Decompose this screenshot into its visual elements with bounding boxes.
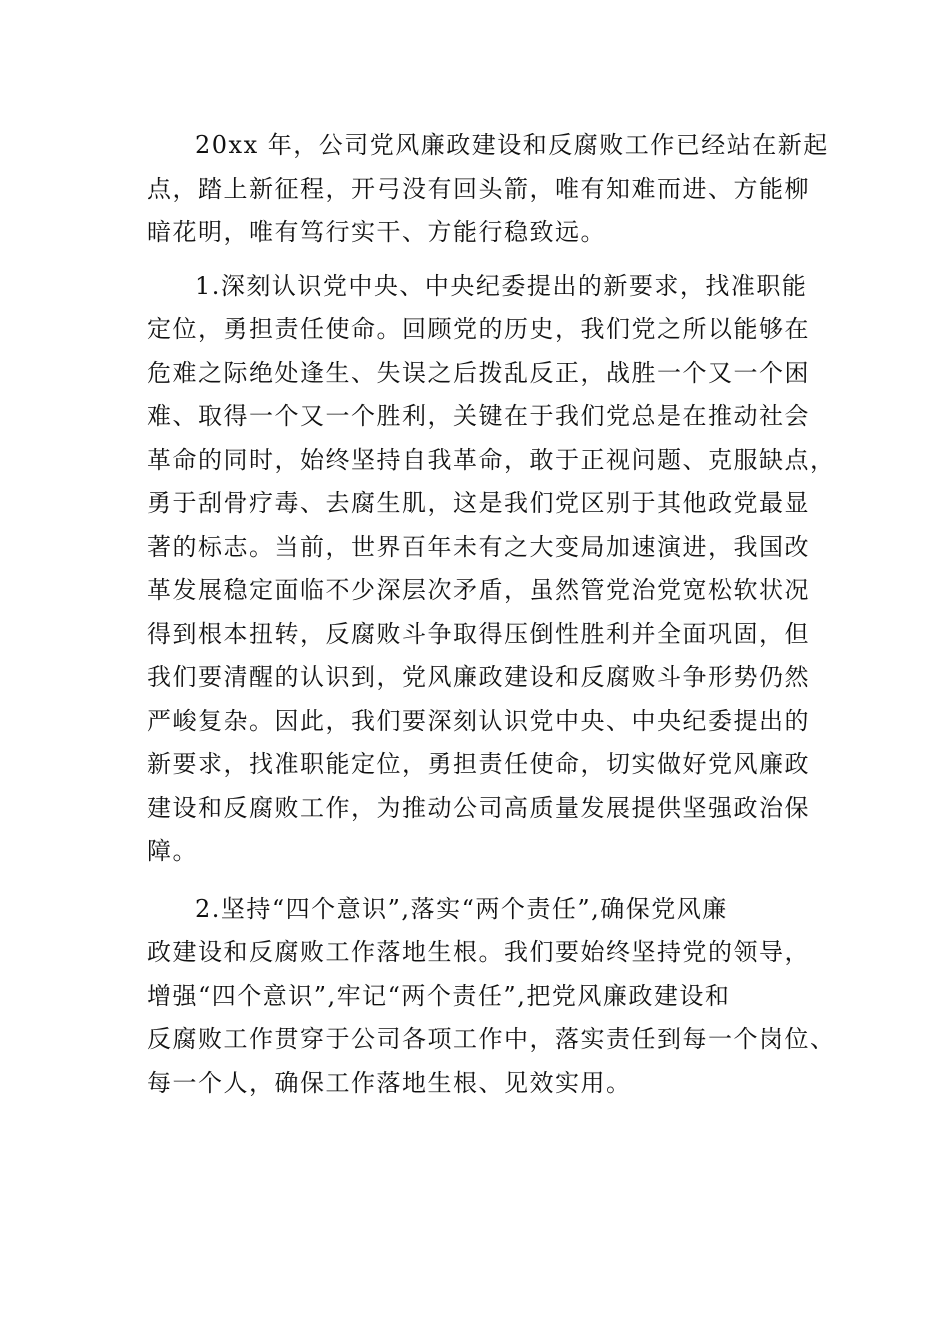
text-line: 建设和反腐败工作，为推动公司高质量发展提供坚强政治保	[147, 793, 810, 822]
text-line: 我们要清醒的认识到，党风廉政建设和反腐败斗争形势仍然	[147, 663, 810, 691]
paragraph-intro	[147, 124, 829, 255]
text-line: 得到根本扭转，反腐败斗争取得压倒性胜利并全面巩固，但	[147, 619, 810, 648]
text-line: 障。	[147, 837, 198, 865]
text-line: 20xx 年，公司党风廉政建设和反腐败工作已经站在新起	[195, 131, 829, 159]
text-line: 反腐败工作贯穿于公司各项工作中，落实责任到每一个岗位、	[147, 1025, 836, 1053]
text-line: 增强“四个意识”,牢记“两个责任”,把党风廉政建设和	[147, 981, 731, 1010]
text-line: 严峻复杂。因此，我们要深刻认识党中央、中央纪委提出的	[147, 706, 810, 735]
text-line: 定位，勇担责任使命。回顾党的历史，我们党之所以能够在	[147, 315, 810, 343]
text-line: 2.坚持“四个意识”,落实“两个责任”,确保党风廉	[195, 894, 728, 923]
text-line: 革发展稳定面临不少深层次矛盾，虽然管党治党宽松软状况	[147, 576, 810, 604]
text-line: 著的标志。当前，世界百年未有之大变局加速演进，我国改	[147, 532, 810, 561]
paragraph-point-2	[147, 888, 836, 1106]
text-line: 革命的同时，始终坚持自我革命，敢于正视问题、克服缺点，	[147, 445, 836, 474]
document-page	[147, 124, 836, 1115]
text-line: 勇于刮骨疗毒、去腐生肌，这是我们党区别于其他政党最显	[147, 489, 810, 517]
text-line: 难、取得一个又一个胜利，关键在于我们党总是在推动社会	[147, 402, 810, 430]
text-line: 政建设和反腐败工作落地生根。我们要始终坚持党的领导，	[147, 938, 810, 966]
text-line: 每一个人，确保工作落地生根、见效实用。	[147, 1068, 632, 1097]
text-line: 暗花明，唯有笃行实干、方能行稳致远。	[147, 218, 606, 246]
text-line: 新要求，找准职能定位，勇担责任使命，切实做好党风廉政	[147, 750, 810, 778]
paragraph-point-1	[147, 265, 836, 874]
text-line: 危难之际绝处逢生、失误之后拨乱反正，战胜一个又一个困	[147, 358, 810, 387]
text-line: 1.深刻认识党中央、中央纪委提出的新要求，找准职能	[195, 271, 808, 300]
text-line: 点，踏上新征程，开弓没有回头箭，唯有知难而进、方能柳	[147, 174, 810, 203]
